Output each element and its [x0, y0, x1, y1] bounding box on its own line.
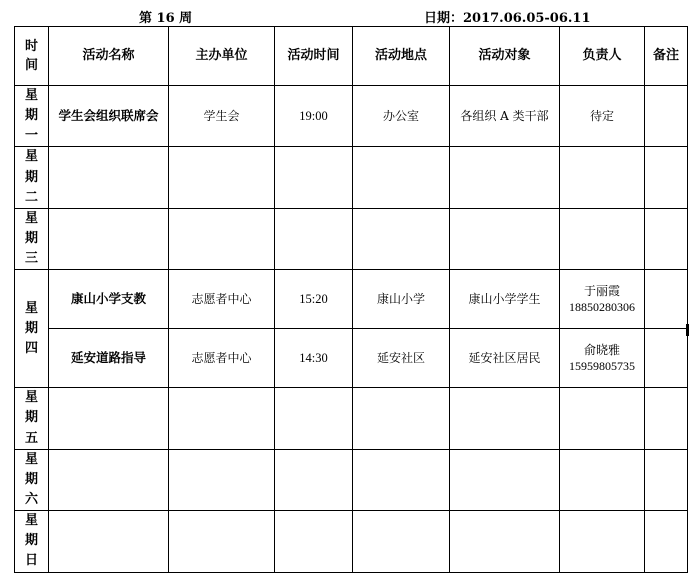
table-row — [15, 270, 688, 329]
activity-time: 15:20 — [275, 270, 353, 329]
activity-name: 学生会组织联席会 — [49, 86, 169, 147]
audience: 延安社区居民 — [450, 329, 560, 388]
table-row — [15, 86, 688, 147]
person-in-charge — [560, 270, 645, 329]
empty-cell — [169, 388, 275, 449]
person-in-charge: 待定 — [560, 86, 645, 147]
activity-name: 延安道路指导 — [49, 329, 169, 388]
empty-cell — [560, 147, 645, 208]
organizer: 志愿者中心 — [169, 270, 275, 329]
empty-cell — [645, 147, 688, 208]
day-saturday: 星 期 六 — [15, 449, 49, 510]
col-header-activity-time: 活动时间 — [275, 27, 353, 86]
col-header-time: 时 间 — [15, 27, 49, 86]
note — [645, 270, 688, 329]
person-name: 俞晓雅 — [583, 343, 620, 358]
col-header-organizer: 主办单位 — [169, 27, 275, 86]
table-row — [15, 147, 688, 208]
person-phone: 18850280306 — [569, 300, 635, 315]
activity-name: 康山小学支教 — [49, 270, 169, 329]
organizer: 学生会 — [169, 86, 275, 147]
empty-cell — [645, 388, 688, 449]
empty-cell — [169, 208, 275, 269]
empty-cell — [353, 208, 450, 269]
empty-cell — [49, 511, 169, 572]
empty-cell — [353, 147, 450, 208]
location: 办公室 — [353, 86, 450, 147]
empty-cell — [645, 511, 688, 572]
day-tuesday: 星 期 二 — [15, 147, 49, 208]
empty-cell — [450, 208, 560, 269]
table-row — [15, 388, 688, 449]
table-row — [15, 449, 688, 510]
empty-cell — [353, 511, 450, 572]
empty-cell — [645, 449, 688, 510]
empty-cell — [49, 147, 169, 208]
empty-cell — [353, 449, 450, 510]
empty-cell — [49, 449, 169, 510]
table-row — [15, 329, 688, 388]
location: 延安社区 — [353, 329, 450, 388]
note — [645, 329, 688, 388]
empty-cell — [169, 147, 275, 208]
week-number: 第 16 周 — [139, 11, 193, 26]
empty-cell — [49, 208, 169, 269]
col-header-location: 活动地点 — [353, 27, 450, 86]
activity-schedule-table — [14, 26, 688, 573]
empty-cell — [275, 208, 353, 269]
header-row — [15, 27, 688, 86]
text-cursor-mark — [686, 324, 689, 336]
activity-time: 14:30 — [275, 329, 353, 388]
day-friday: 星 期 五 — [15, 388, 49, 449]
empty-cell — [450, 147, 560, 208]
empty-cell — [275, 449, 353, 510]
empty-cell — [450, 388, 560, 449]
person-phone: 15959805735 — [569, 359, 635, 374]
empty-cell — [169, 511, 275, 572]
empty-cell — [645, 208, 688, 269]
empty-cell — [275, 388, 353, 449]
person-name: 于丽霞 — [583, 284, 620, 299]
date-range: 日期：2017.06.05-06.11 — [424, 11, 591, 26]
col-header-audience: 活动对象 — [450, 27, 560, 86]
empty-cell — [353, 388, 450, 449]
empty-cell — [275, 511, 353, 572]
table-row — [15, 511, 688, 572]
empty-cell — [560, 208, 645, 269]
empty-cell — [275, 147, 353, 208]
person-in-charge — [560, 329, 645, 388]
empty-cell — [560, 388, 645, 449]
day-sunday: 星 期 日 — [15, 511, 49, 572]
note — [645, 86, 688, 147]
activity-time: 19:00 — [275, 86, 353, 147]
day-monday: 星 期 一 — [15, 86, 49, 147]
audience: 康山小学学生 — [450, 270, 560, 329]
empty-cell — [450, 511, 560, 572]
audience: 各组织 A 类干部 — [450, 86, 560, 147]
col-header-person: 负责人 — [560, 27, 645, 86]
day-thursday: 星 期 四 — [15, 270, 49, 388]
col-header-activity-name: 活动名称 — [49, 27, 169, 86]
empty-cell — [450, 449, 560, 510]
empty-cell — [560, 511, 645, 572]
table-row — [15, 208, 688, 269]
location: 康山小学 — [353, 270, 450, 329]
organizer: 志愿者中心 — [169, 329, 275, 388]
empty-cell — [49, 388, 169, 449]
empty-cell — [169, 449, 275, 510]
col-header-note: 备注 — [645, 27, 688, 86]
empty-cell — [560, 449, 645, 510]
day-wednesday: 星 期 三 — [15, 208, 49, 269]
